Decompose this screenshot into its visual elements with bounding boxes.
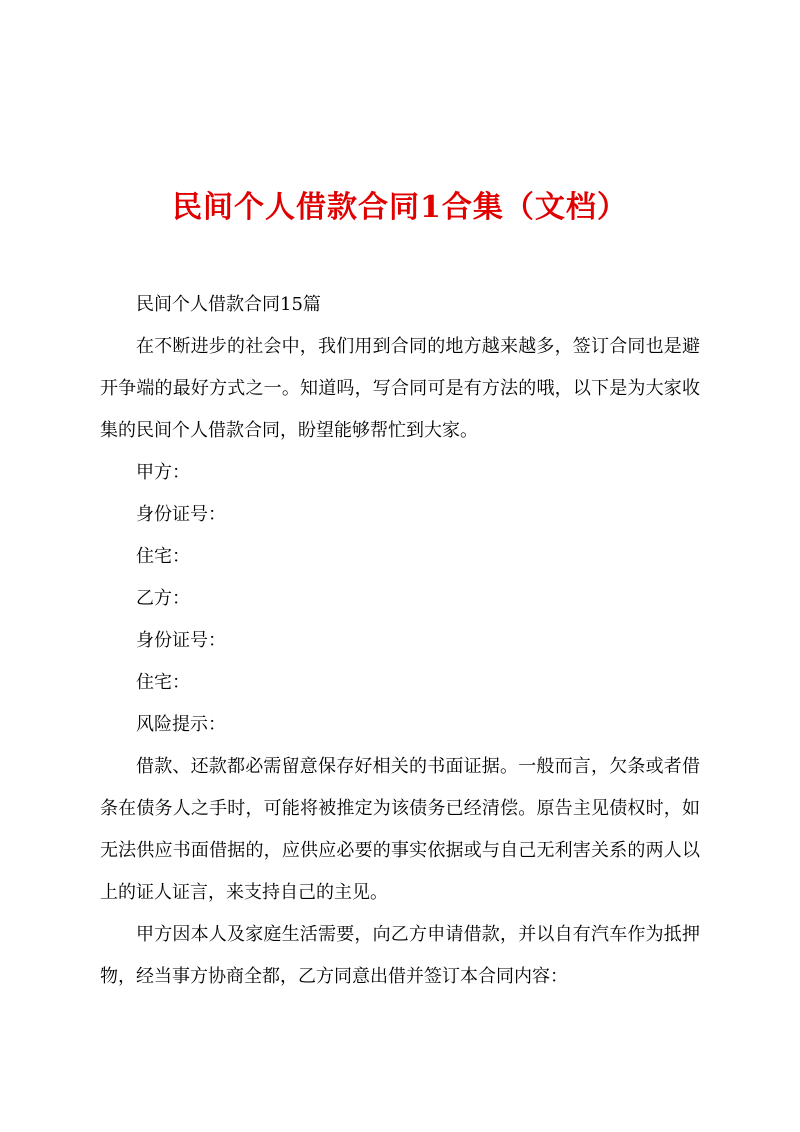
risk-notice-text: 借款、还款都必需留意保存好相关的书面证据。一般而言，欠条或者借条在债务人之手时，可能将被推定为该债务已经清偿。原告主见债权时，如无法供应书面借据的，应供应必要的事实依据或与自己无利害关系的两人以上的证人证言，来支持自己的主见。 (100, 756, 700, 903)
paragraph-intro: 在不断进步的社会中，我们用到合同的地方越来越多，签订合同也是避开争端的最好方式之一。知道吗，写合同可是有方法的哦，以下是为大家收集的民间个人借款合同，盼望能够帮忙到大家。 (100, 336, 700, 441)
party-b-address-label: 住宅： (136, 672, 190, 693)
party-b-id-label: 身份证号： (136, 630, 226, 651)
document-title: 民间个人借款合同1合集（文档） (172, 190, 628, 226)
risk-notice-label: 风险提示： (136, 714, 226, 735)
contract-preamble: 甲方因本人及家庭生活需要，向乙方申请借款，并以自有汽车作为抵押物，经当事方协商全都，乙方同意出借并签订本合同内容： (100, 924, 700, 987)
party-a-label: 甲方： (136, 462, 190, 483)
party-a-id-label: 身份证号： (136, 504, 226, 525)
paragraph-heading: 民间个人借款合同15篇 (136, 294, 321, 315)
document-body (100, 284, 700, 998)
party-a-address-label: 住宅： (136, 546, 190, 567)
party-b-label: 乙方： (136, 588, 190, 609)
